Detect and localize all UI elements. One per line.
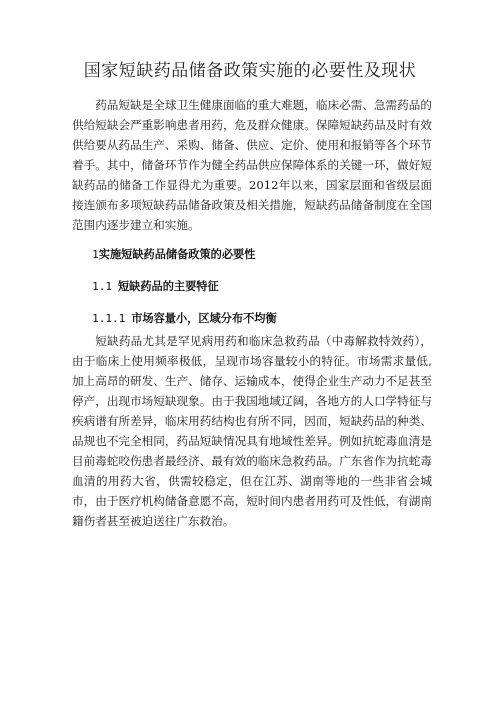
document-body (72, 95, 432, 531)
body-paragraph: 短缺药品尤其是罕见病用药和临床急救药品（中毒解救特效药），由于临床上使用频率极低，呈现市场容量较小的特征。市场需求量低,加上高昂的研发、生产、储存、运输成本，使得企业生产动力不足甚至停产，出现市场短缺现象。由于我国地域辽阔，各地方的人口学特征与疾病谱有所差异，临床用药结构也有所不同，因而，短缺药品的种类、品规也不完全相同，药品短缺情况具有地域性差异。例如抗蛇毒血清是目前毒蛇咬伤患者最经济、最有效的临床急救药品。广东省作为抗蛇毒血清的用药大省，供需较稳定，但在江苏、湖南等地的一些非省会城市，由于医疗机构储备意愿不高，短时间内患者用药可及性低，有湖南籍伤者甚至被迫送往广东救治。 (72, 334, 432, 528)
section-title: 短缺药品的主要特征 (117, 280, 219, 293)
section-number: 1 (92, 248, 99, 261)
document-title: 国家短缺药品储备政策实施的必要性及现状 (83, 61, 417, 81)
section-title: 实施短缺药品储备政策的必要性 (98, 248, 256, 261)
section-number: 1.1 (92, 280, 113, 293)
section-title: 市场容量小，区域分布不均衡 (131, 312, 277, 325)
intro-paragraph: 药品短缺是全球卫生健康面临的重大难题，临床必需、急需药品的供给短缺会严重影响患者用药，危及群众健康。保障短缺药品及时有效供给要从药品生产、采购、储备、供应、定价、使用和报销等各个环节着手。其中，储备环节作为健全药品供应保障体系的关键一环，做好短缺药品的储备工作显得尤为重要。2012年以来，国家层面和省级层面接连颁布多项短缺药品储备政策及相关措施，短缺药品储备制度在全国范围内逐步建立和实施。 (72, 98, 432, 232)
section-heading-1 (72, 243, 432, 267)
section-heading-1-1-1 (72, 307, 432, 331)
section-number: 1.1.1 (92, 312, 126, 325)
section-heading-1-1 (72, 275, 432, 299)
